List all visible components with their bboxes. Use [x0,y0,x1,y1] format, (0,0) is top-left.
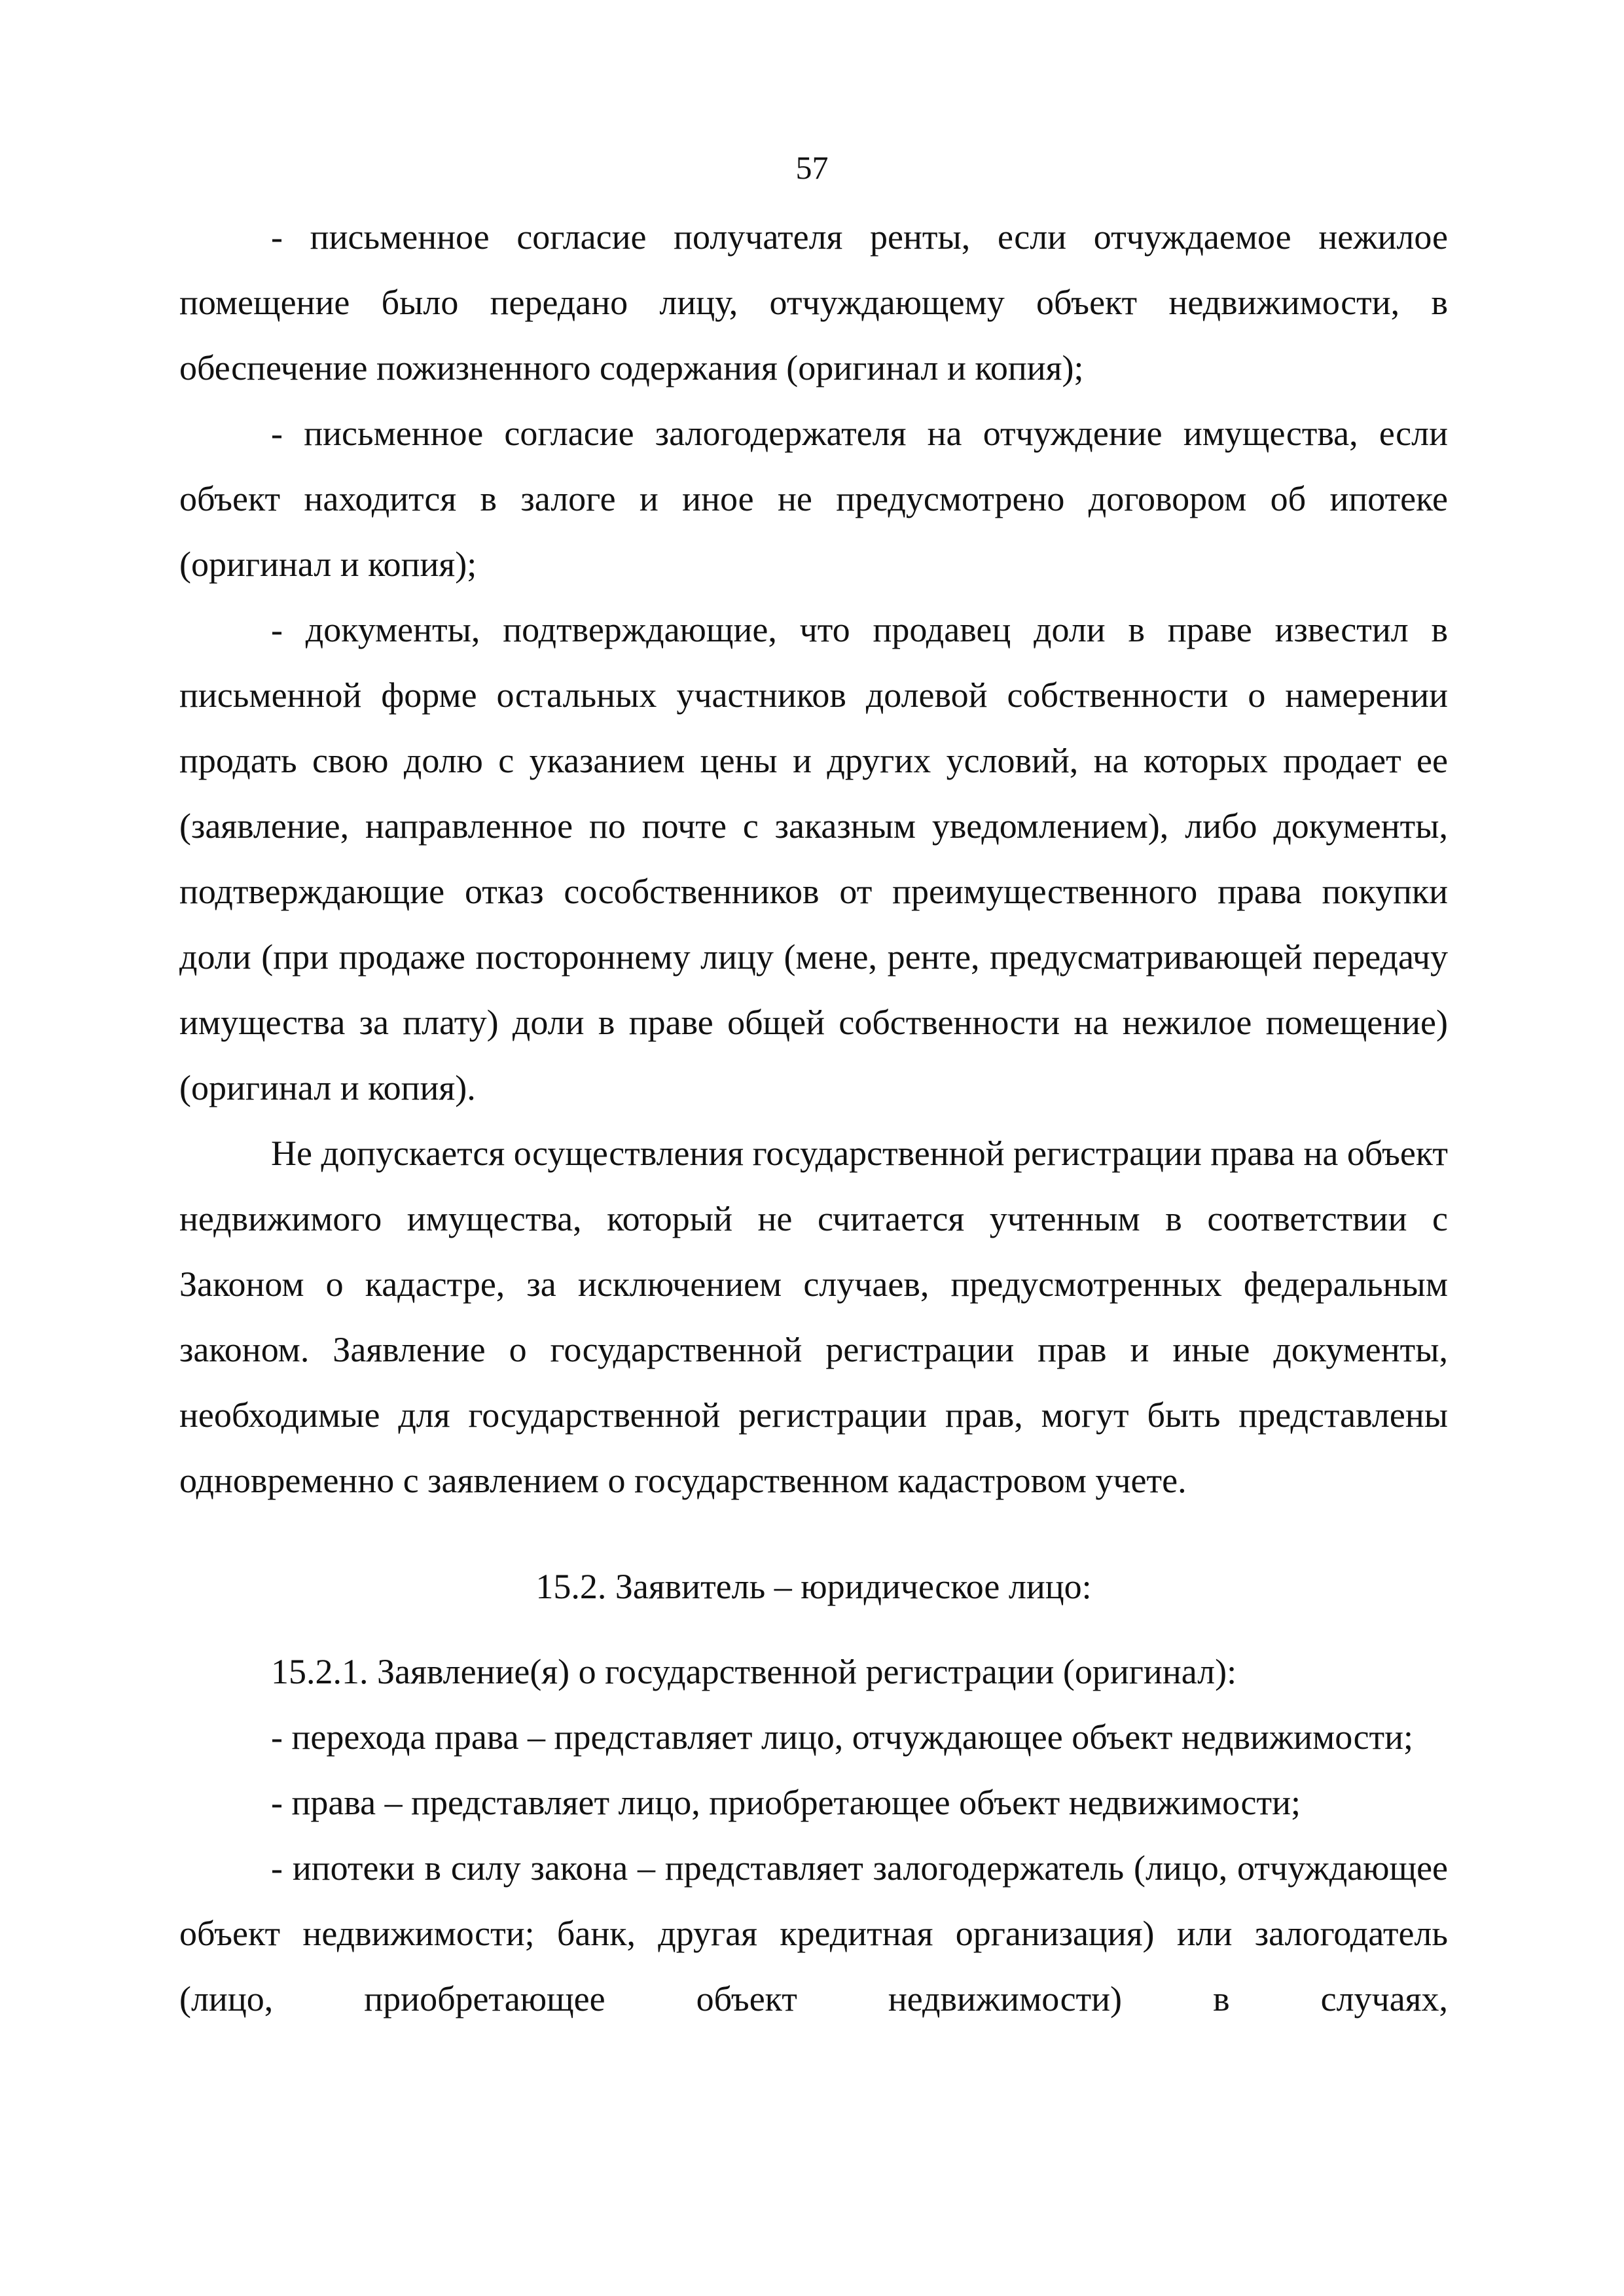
paragraph-registration-restriction: Не допускается осуществления государственной регистрации права на объект недвижимого имущества, который не считается учтенным в соответствии с Законом о кадастре, за исключением случаев, предусмотренных федеральным законом. Заявление о государственной регистрации прав и иные документы, необходимые для государственной регистрации прав, могут быть представлены одновременно с заявлением о государственном кадастровом учете. [179,1134,1449,1500]
document-body [179,204,1448,2032]
paragraph-right: - права – представляет лицо, приобретающее объект недвижимости; [271,1783,1301,1822]
subsection-heading: 15.2.1. Заявление(я) о государственной регистрации (оригинал): [271,1652,1237,1691]
paragraph-transfer-right: - перехода права – представляет лицо, отчуждающее объект недвижимости; [271,1717,1414,1757]
paragraph-pledge-consent: - письменное согласие залогодержателя на отчуждение имущества, если объект находится в залоге и иное не предусмотрено договором об ипотеке (оригинал и копия); [179,414,1448,584]
paragraph-mortgage-by-law: - ипотеки в силу закона – представляет залогодержатель (лицо, отчуждающее объект недвижимости; банк, другая кредитная организация) или залогодатель (лицо, приобретающее объект недвижимости) в случаях, [179,1848,1448,2018]
section-heading: 15.2. Заявитель – юридическое лицо: [535,1567,1092,1606]
paragraph-rent-consent: - письменное согласие получателя ренты, если отчуждаемое нежилое помещение было передано лицу, отчуждающему объект недвижимости, в обеспечение пожизненного содержания (оригинал и копия); [179,217,1448,387]
paragraph-share-notice: - документы, подтверждающие, что продавец доли в праве известил в письменной форме остальных участников долевой собственности о намерении продать свою долю с указанием цены и других условий, на которых продает ее (заявление, направленное по почте с заказным уведомлением), либо документы, подтверждающие отказ сособственников от преимущественного права покупки доли (при продаже постороннему лицу (мене, ренте, предусматривающей передачу имущества за плату) доли в праве общей собственности на нежилое помещение) (оригинал и копия). [179,610,1448,1107]
page-number: 57 [795,149,829,186]
